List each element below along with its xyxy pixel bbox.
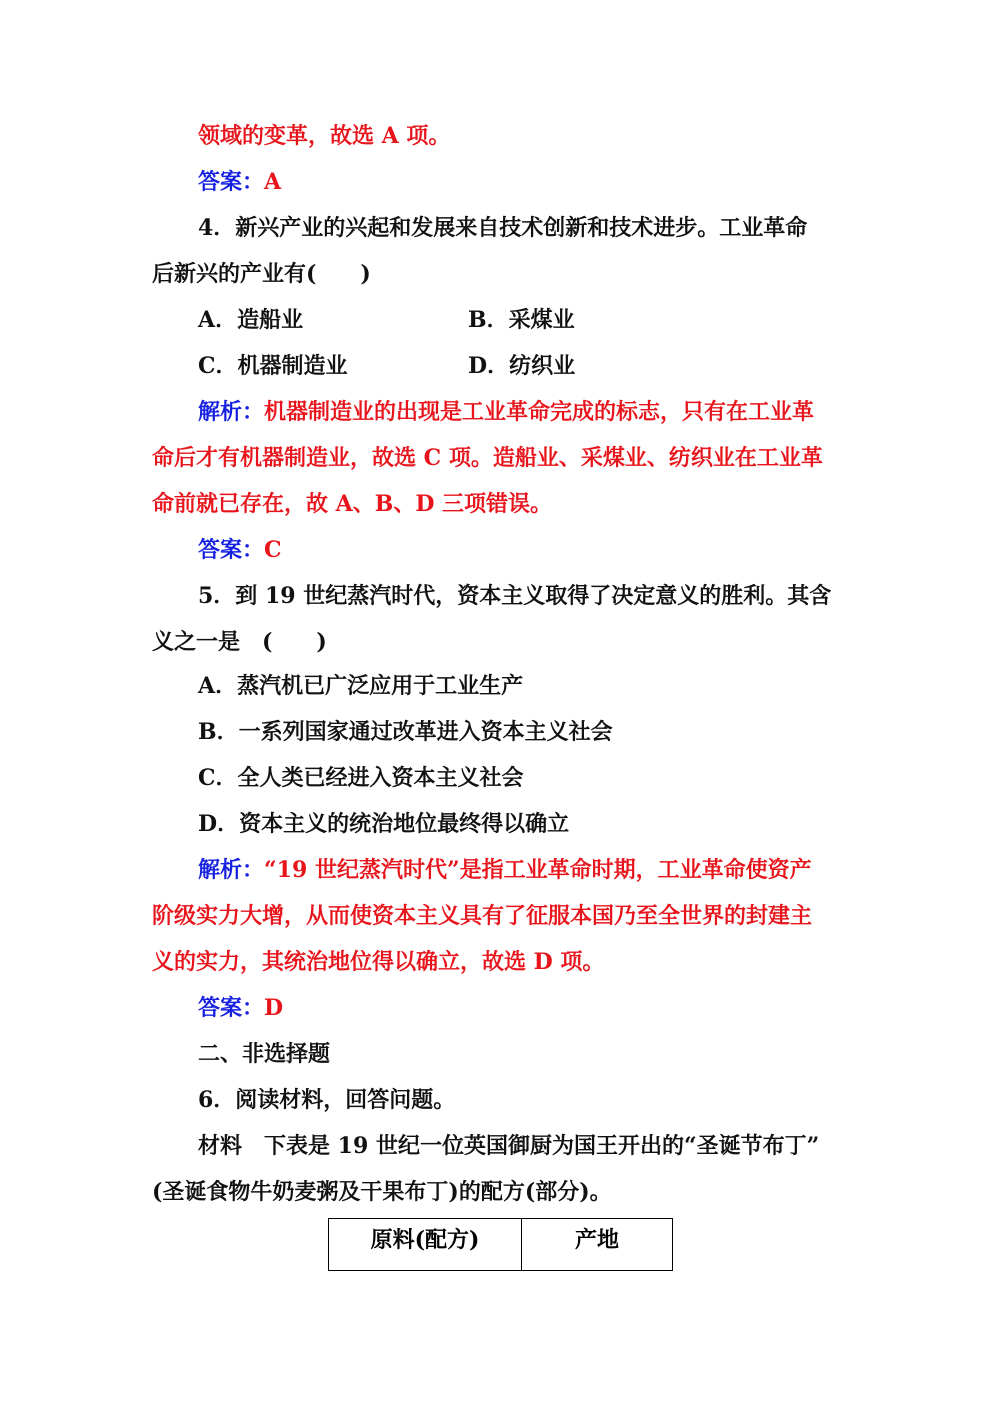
table-header-origin: 产地 — [522, 1219, 673, 1271]
q4-stem-line2: 后新兴的产业有( ) — [152, 261, 371, 287]
q4-option-c: C．机器制造业 — [198, 353, 348, 379]
q5-answer — [198, 994, 898, 1022]
q6-material-line1 — [198, 1132, 898, 1160]
q4-option-d: D．纺织业 — [468, 353, 576, 379]
q4-analysis-line3: 命前就已存在，故 A、B、D 三项错误。 — [152, 491, 553, 517]
q5-option-a: A．蒸汽机已广泛应用于工业生产 — [198, 673, 524, 699]
q5-option-c: C．全人类已经进入资本主义社会 — [198, 765, 524, 791]
answer-value: A — [264, 169, 282, 195]
answer-value: D — [264, 995, 284, 1021]
q6-stem: 6．阅读材料，回答问题。 — [198, 1087, 456, 1113]
q4-options-row1 — [198, 306, 898, 334]
answer-label: 答案： — [198, 995, 265, 1021]
q4-stem-line1: 4．新兴产业的兴起和发展来自技术创新和技术进步。工业革命 — [198, 215, 808, 241]
section-heading: 二、非选择题 — [198, 1041, 331, 1067]
q3-analysis-continuation: 领域的变革，故选 A 项。 — [198, 123, 451, 149]
q4-analysis-line1 — [198, 398, 898, 426]
analysis-label: 解析： — [198, 399, 265, 425]
answer-label: 答案： — [198, 537, 265, 563]
q5-analysis-line1 — [198, 856, 898, 884]
q5-option-d: D．资本主义的统治地位最终得以确立 — [198, 811, 570, 837]
material-text: 下表是 19 世纪一位英国御厨为国王开出的“圣诞节布丁” — [242, 1133, 820, 1159]
analysis-text: “19 世纪蒸汽时代”是指工业革命时期，工业革命使资产 — [264, 857, 812, 883]
q6-material-line2: (圣诞食物牛奶麦粥及干果布丁)的配方(部分)。 — [152, 1179, 612, 1205]
q5-stem-line2: 义之一是 ( ) — [152, 629, 327, 655]
table-header-row — [329, 1219, 673, 1271]
analysis-label: 解析： — [198, 857, 265, 883]
analysis-text: 机器制造业的出现是工业革命完成的标志，只有在工业革 — [264, 399, 815, 425]
q3-answer — [198, 168, 898, 196]
q5-option-b: B．一系列国家通过改革进入资本主义社会 — [198, 719, 613, 745]
q4-analysis-line2: 命后才有机器制造业，故选 C 项。造船业、采煤业、纺织业在工业革 — [152, 445, 823, 471]
q4-answer — [198, 536, 898, 564]
answer-value: C — [264, 537, 282, 563]
table-header-ingredient: 原料(配方) — [329, 1219, 522, 1271]
q4-options-row2 — [198, 352, 898, 380]
answer-label: 答案： — [198, 169, 265, 195]
q5-analysis-line2: 阶级实力大增，从而使资本主义具有了征服本国乃至全世界的封建主 — [152, 903, 813, 929]
q5-analysis-line3: 义的实力，其统治地位得以确立，故选 D 项。 — [152, 949, 605, 975]
material-label: 材料 — [198, 1133, 243, 1159]
q4-option-b: B．采煤业 — [468, 307, 575, 333]
recipe-table — [328, 1218, 673, 1271]
q4-option-a: A．造船业 — [198, 307, 304, 333]
q5-stem-line1: 5．到 19 世纪蒸汽时代，资本主义取得了决定意义的胜利。其含 — [198, 583, 832, 609]
